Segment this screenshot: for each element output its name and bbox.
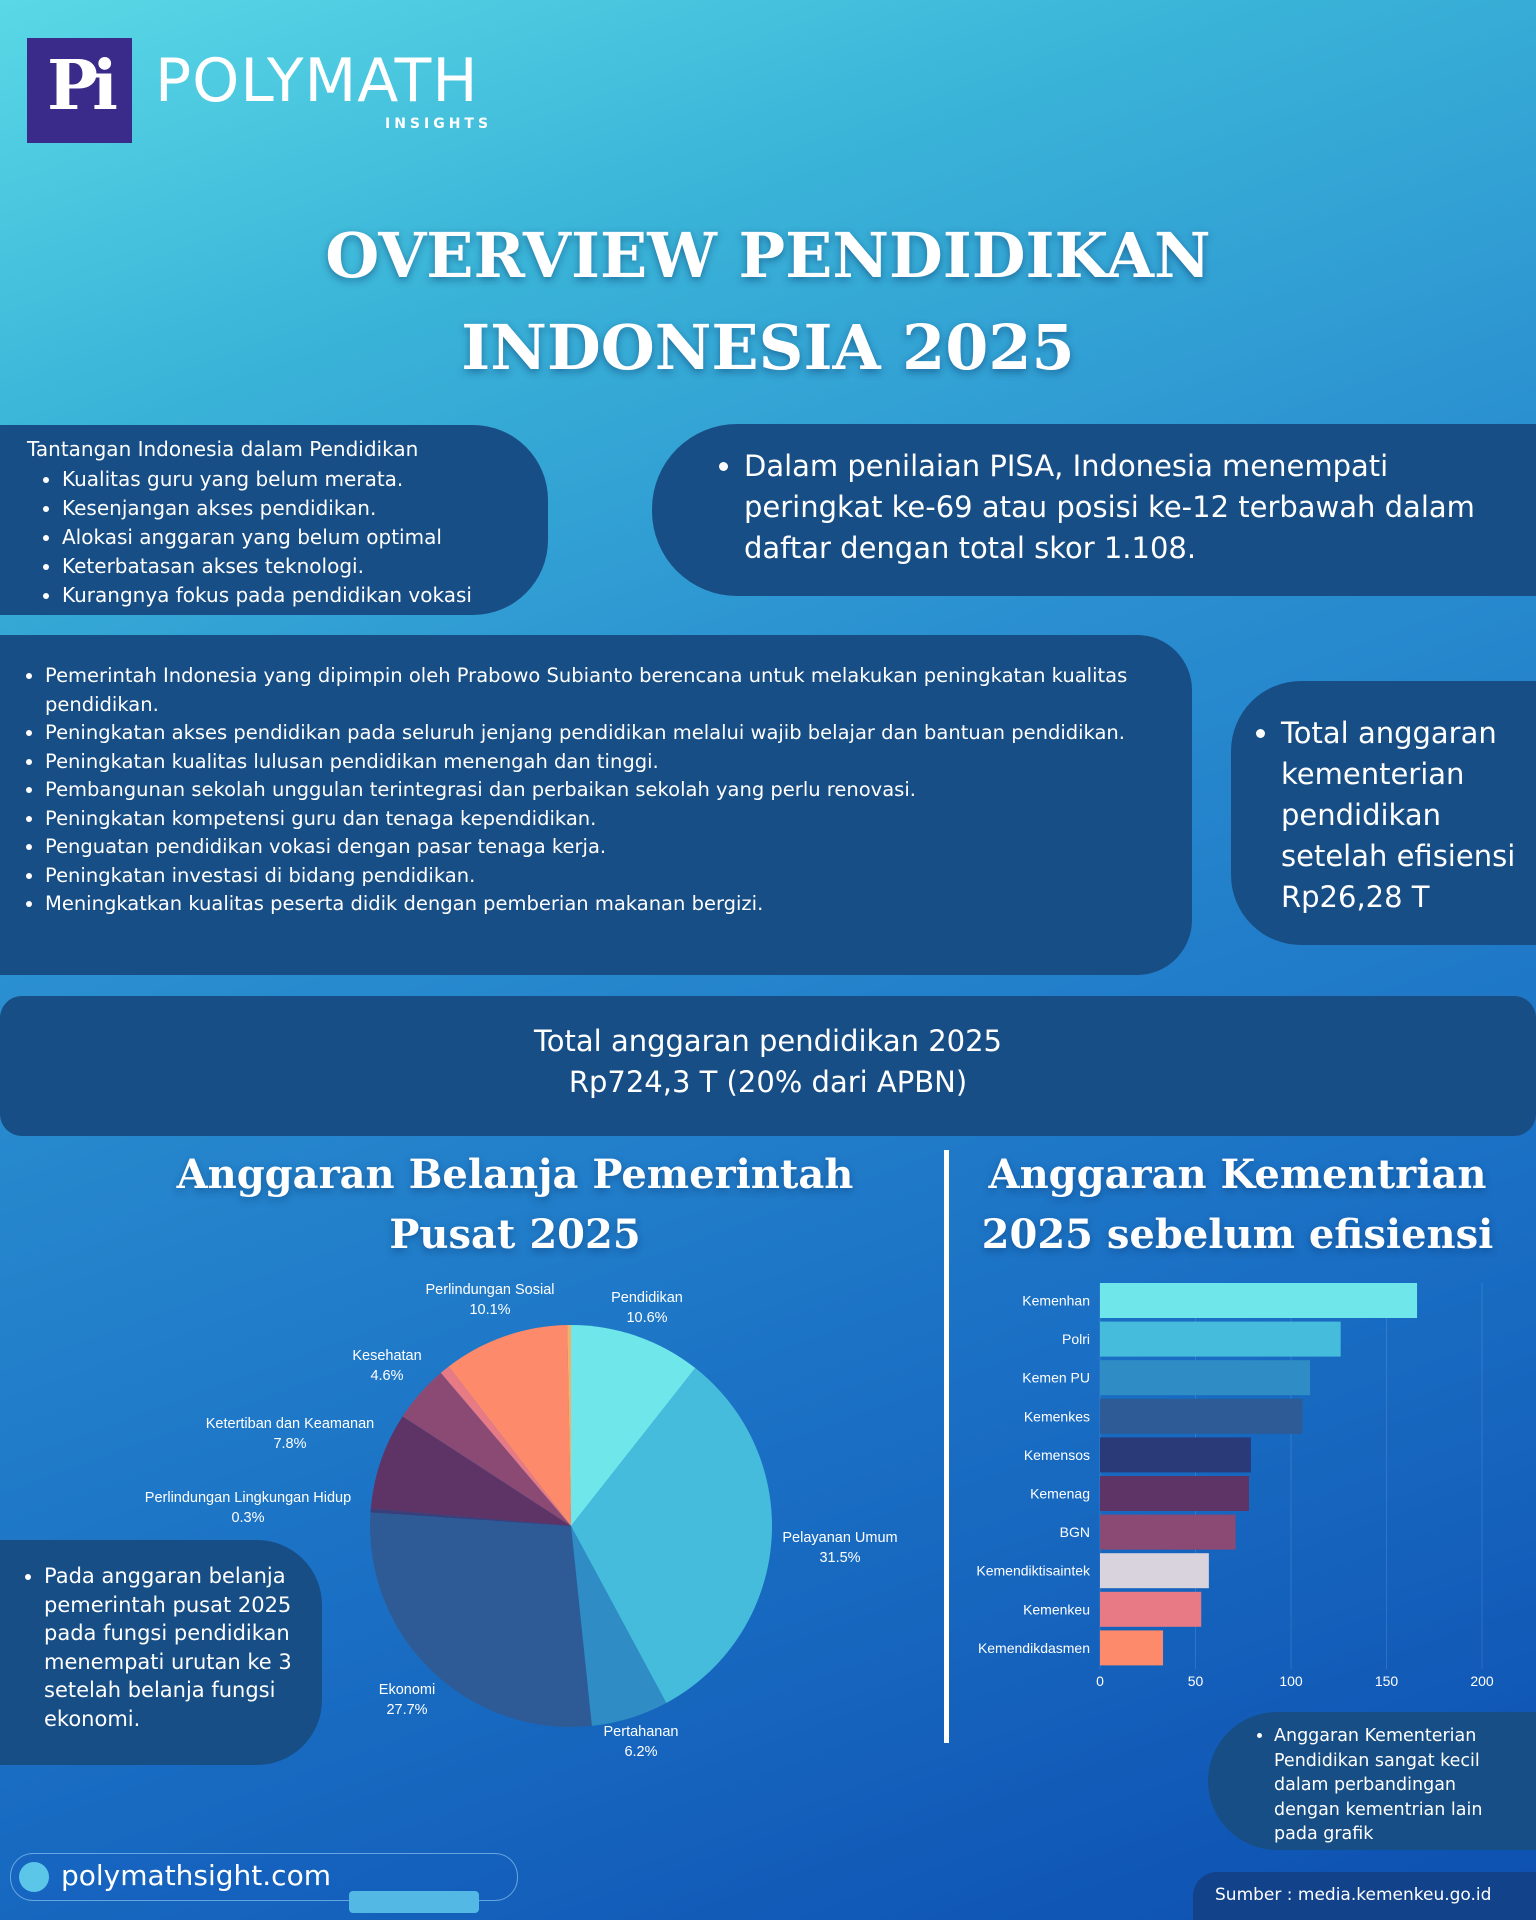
plan-item: • Peningkatan kompetensi guru dan tenaga kependidikan. xyxy=(45,805,1175,834)
bar-category-label: BGN xyxy=(1059,1524,1090,1541)
chart-divider xyxy=(944,1150,949,1743)
bar xyxy=(1100,1630,1163,1665)
pie-slice-pct: 31.5% xyxy=(819,1550,861,1566)
efisiensi-list xyxy=(1251,713,1536,918)
bar xyxy=(1100,1515,1236,1550)
total-budget-line-1: Total anggaran pendidikan 2025 xyxy=(534,1024,1002,1058)
bar-x-tick-label: 100 xyxy=(1279,1673,1303,1689)
bar-x-tick-label: 200 xyxy=(1470,1673,1494,1689)
source-panel xyxy=(1193,1872,1536,1920)
source-text: Sumber : media.kemenkeu.go.id xyxy=(1215,1885,1492,1905)
bar-category-label: Kemen PU xyxy=(1022,1369,1090,1386)
bar-x-tick-label: 150 xyxy=(1374,1673,1399,1689)
bar xyxy=(1100,1592,1201,1627)
challenge-item: • Alokasi anggaran yang belum optimal xyxy=(62,523,472,552)
pie-slice-pct: 6.2% xyxy=(624,1744,658,1760)
plan-item: • Penguatan pendidikan vokasi dengan pasar tenaga kerja. xyxy=(45,833,1175,862)
bar xyxy=(1100,1360,1310,1395)
bar-category-label: Kemenkes xyxy=(1023,1408,1090,1425)
bar-chart-title: Anggaran Kementrian 2025 sebelum efisiensi xyxy=(981,1151,1494,1258)
bar-x-tick-label: 50 xyxy=(1187,1673,1204,1689)
bar xyxy=(1100,1437,1251,1472)
title-line-1: OVERVIEW PENDIDIKAN xyxy=(325,219,1211,292)
plan-item: • Pemerintah Indonesia yang dipimpin oleh Prabowo Subianto berencana untuk melakukan peningkatan kualitas pendidikan. xyxy=(45,662,1175,719)
efisiensi-text: • Total anggaran kementerian pendidikan setelah efisiensi Rp26,28 T xyxy=(1281,713,1536,918)
bar xyxy=(1100,1322,1341,1357)
pie-note-text: • Pada anggaran belanja pemerintah pusat 2025 pada fungsi pendidikan menempati urutan ke 3 setelah belanja fungsi ekonomi. xyxy=(44,1562,316,1733)
challenge-item: • Kurangnya fokus pada pendidikan vokasi xyxy=(62,581,472,610)
brand-name: POLYMATH xyxy=(155,46,479,116)
challenge-item: • Kesenjangan akses pendidikan. xyxy=(62,494,472,523)
pisa-text: • Dalam penilaian PISA, Indonesia menempati peringkat ke-69 atau posisi ke-12 terbawah dalam daftar dengan total skor 1.108. xyxy=(744,446,1524,569)
plan-item: • Peningkatan akses pendidikan pada seluruh jenjang pendidikan melalui wajib belajar dan bantuan pendidikan. xyxy=(45,719,1175,748)
logo-box xyxy=(27,38,132,143)
pie-slice-pct: 0.3% xyxy=(231,1510,265,1526)
website-dot-icon xyxy=(19,1862,49,1892)
bar xyxy=(1100,1553,1209,1588)
bar-category-label: Kemendikdasmen xyxy=(977,1639,1090,1656)
page-title xyxy=(0,210,1536,394)
pie-slice-label: Ekonomi xyxy=(378,1682,436,1698)
pie-slice-pct: 10.1% xyxy=(469,1302,511,1318)
bar-chart xyxy=(950,1270,1510,1700)
challenges-list xyxy=(40,465,472,610)
pie-note-list xyxy=(20,1562,316,1733)
pie-slice-label: Ketertiban dan Keamanan xyxy=(205,1416,375,1432)
pisa-list xyxy=(718,446,1524,569)
pisa-panel xyxy=(652,424,1536,596)
bar xyxy=(1100,1399,1302,1434)
pie-slice-label: Pelayanan Umum xyxy=(782,1530,898,1546)
bar xyxy=(1100,1283,1417,1318)
bar-category-label: Kemendiktisaintek xyxy=(976,1562,1090,1579)
total-budget-panel xyxy=(0,996,1536,1136)
bar-category-label: Kemensos xyxy=(1023,1446,1090,1463)
pie-slice-label: Perlindungan Sosial xyxy=(425,1282,555,1298)
bar-category-label: Kemenkeu xyxy=(1023,1601,1090,1618)
bar-note-text: • Anggaran Kementerian Pendidikan sangat kecil dalam perbandingan dengan kementrian lain pada grafik xyxy=(1274,1724,1524,1847)
pie-note-panel xyxy=(0,1540,322,1765)
plans-panel xyxy=(0,635,1192,975)
bar-note-list xyxy=(1250,1724,1524,1847)
plan-item: • Peningkatan kualitas lulusan pendidikan menengah dan tinggi. xyxy=(45,748,1175,777)
pie-slice-pct: 10.6% xyxy=(626,1310,668,1326)
bar xyxy=(1100,1476,1249,1511)
plan-item: • Pembangunan sekolah unggulan terintegrasi dan perbaikan sekolah yang perlu renovasi. xyxy=(45,776,1175,805)
pie-slice-pct: 27.7% xyxy=(386,1702,428,1718)
pie-slice-label: Pertahanan xyxy=(603,1724,679,1740)
pie-slice-pct: 7.8% xyxy=(273,1436,307,1452)
plans-list xyxy=(22,662,1175,919)
bar-category-label: Polri xyxy=(1061,1331,1090,1348)
bar-category-label: Kemenhan xyxy=(1022,1292,1090,1309)
plan-item: • Meningkatkan kualitas peserta didik dengan pemberian makanan bergizi. xyxy=(45,890,1175,919)
challenge-item: • Keterbatasan akses teknologi. xyxy=(62,552,472,581)
brand-subtitle: INSIGHTS xyxy=(385,116,493,132)
pie-slice-label: Kesehatan xyxy=(352,1348,422,1364)
logo-letters: Pi xyxy=(47,46,112,126)
challenges-heading: Tantangan Indonesia dalam Pendidikan xyxy=(27,437,419,461)
pie-chart-title: Anggaran Belanja Pemerintah Pusat 2025 xyxy=(176,1151,854,1258)
title-line-2: INDONESIA 2025 xyxy=(461,311,1075,384)
challenges-panel xyxy=(0,425,548,615)
bar-category-label: Kemenag xyxy=(1030,1485,1090,1502)
bar-x-tick-label: 0 xyxy=(1096,1673,1104,1689)
efisiensi-panel xyxy=(1231,681,1536,945)
pie-slice-label: Perlindungan Lingkungan Hidup xyxy=(144,1490,352,1506)
website-link[interactable]: polymathsight.com xyxy=(61,1859,331,1892)
plan-item: • Peningkatan investasi di bidang pendidikan. xyxy=(45,862,1175,891)
pie-slice-pct: 4.6% xyxy=(370,1368,404,1384)
challenge-item: • Kualitas guru yang belum merata. xyxy=(62,465,472,494)
bar-note-panel xyxy=(1208,1712,1536,1850)
total-budget-line-2: Rp724,3 T (20% dari APBN) xyxy=(568,1065,968,1099)
pie-slice-label: Pendidikan xyxy=(611,1290,683,1306)
website-underline-bar xyxy=(349,1891,479,1913)
